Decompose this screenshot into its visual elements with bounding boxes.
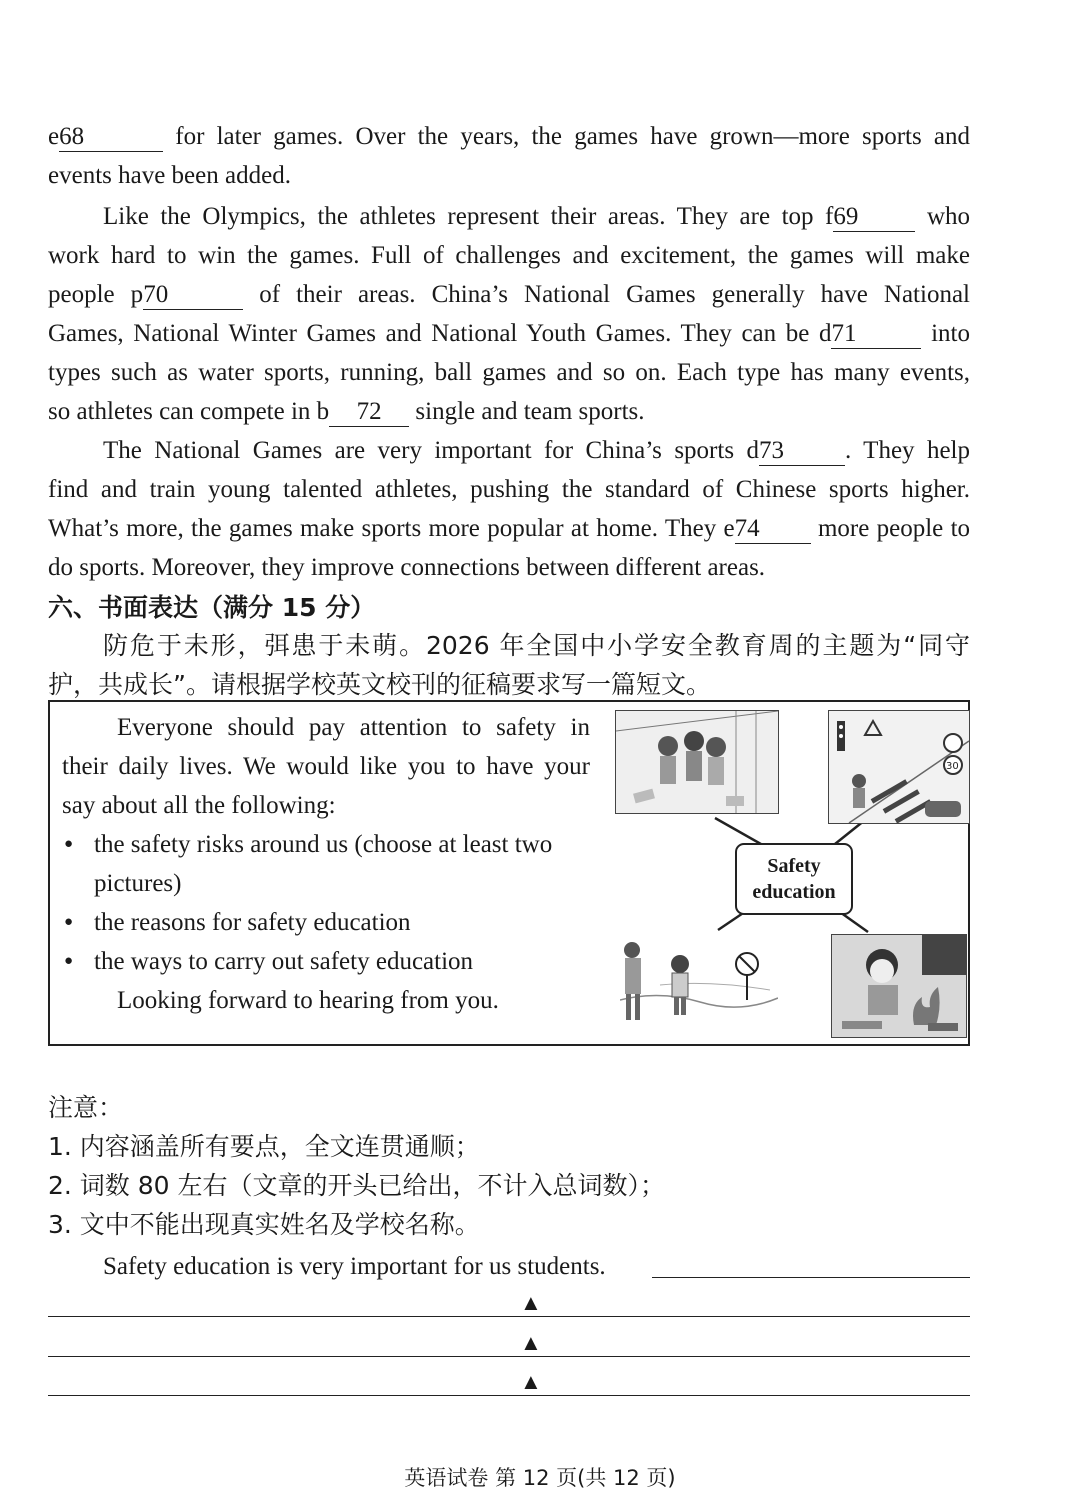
text: education <box>752 881 836 903</box>
writing-line[interactable] <box>48 1394 970 1396</box>
text: into <box>931 320 971 347</box>
text: more people to <box>817 515 971 542</box>
text: of their areas. China’s National Games generally have National <box>259 281 970 308</box>
text: the safety risks around us (choose at least two <box>94 831 553 858</box>
page-footer: 英语试卷 第 12 页(共 12 页) <box>404 1466 676 1490</box>
text: their daily lives. We would like you to have your <box>62 753 590 780</box>
text: 防危于未形，弭患于未萌。2026 年全国中小学安全教育周的主题为“同守 <box>103 631 970 660</box>
text: find and train young talented athletes, pushing the standard of Chinese sports higher. <box>48 476 970 503</box>
writing-line[interactable] <box>48 1315 970 1317</box>
writing-marker: ▲ <box>520 1369 542 1394</box>
section-heading: 六、书面表达（满分 15 分） <box>48 593 376 622</box>
writing-marker: ▲ <box>520 1290 542 1315</box>
text: What’s more, the games make sports more popular at home. They e <box>48 515 735 542</box>
text: events have been added. <box>48 162 291 189</box>
text: . They help <box>844 437 970 464</box>
text: for later games. Over the years, the games have grown—more sports and <box>175 123 970 150</box>
text: Games, National Winter Games and National Youth Games. They can be d <box>48 320 832 347</box>
text: The National Games are very important for China’s sports d <box>103 437 759 464</box>
traffic-crossing-icon <box>829 711 969 823</box>
fire-hazard-icon <box>832 935 966 1037</box>
drowning-warning-icon <box>620 940 778 1026</box>
text: single and team sports. <box>415 398 645 425</box>
children-crowding-icon <box>616 711 778 813</box>
text: Safety <box>767 855 821 877</box>
text: pictures) <box>94 870 182 897</box>
text: 护，共成长”。请根据学校英文校刊的征稿要求写一篇短文。 <box>48 670 711 699</box>
traffic-crossing-icon <box>828 710 970 824</box>
note-item: 2. 词数 80 左右（文章的开头已给出，不计入总词数）； <box>48 1171 666 1200</box>
text: the reasons for safety education <box>94 909 411 936</box>
blank-70: 70 <box>143 281 243 310</box>
text: who <box>926 203 970 230</box>
writing-marker: ▲ <box>520 1330 542 1355</box>
text: the ways to carry out safety education <box>94 948 474 975</box>
blank-69: 69 <box>833 203 915 232</box>
blank-68: 68 <box>59 123 163 152</box>
notes-section <box>48 1088 665 1244</box>
note-item: 1. 内容涵盖所有要点，全文连贯通顺； <box>48 1132 480 1161</box>
text: work hard to win the games. Full of challenges and excitement, the games will make <box>48 242 970 269</box>
drowning-warning-icon <box>620 940 778 1026</box>
text: Like the Olympics, the athletes represent their areas. They are top f <box>103 203 834 230</box>
text: Looking forward to hearing from you. <box>117 987 499 1014</box>
text: say about all the following: <box>62 792 336 819</box>
text: Everyone should pay attention to safety in <box>117 714 590 741</box>
text: do sports. Moreover, they improve connections between different areas. <box>48 554 766 581</box>
children-crowding-icon <box>615 710 779 814</box>
safety-education-hub <box>735 843 853 915</box>
text: people p <box>48 281 144 308</box>
fire-hazard-icon <box>831 934 967 1038</box>
svg-text:30: 30 <box>946 761 959 772</box>
blank-71: 71 <box>831 320 921 349</box>
text: e <box>48 123 60 150</box>
blank-74: 74 <box>735 515 811 544</box>
note-item: 3. 文中不能出现真实姓名及学校名称。 <box>48 1210 480 1239</box>
writing-line[interactable] <box>48 1355 970 1357</box>
writing-start-sentence: Safety education is very important for us students. <box>103 1253 606 1280</box>
text: types such as water sports, running, ball games and so on. Each type has many events, <box>48 359 970 386</box>
notes-title: 注意： <box>48 1093 124 1122</box>
text: so athletes can compete in b <box>48 398 330 425</box>
blank-73: 73 <box>759 437 845 466</box>
blank-72: 72 <box>329 398 409 427</box>
writing-line[interactable] <box>652 1276 970 1278</box>
